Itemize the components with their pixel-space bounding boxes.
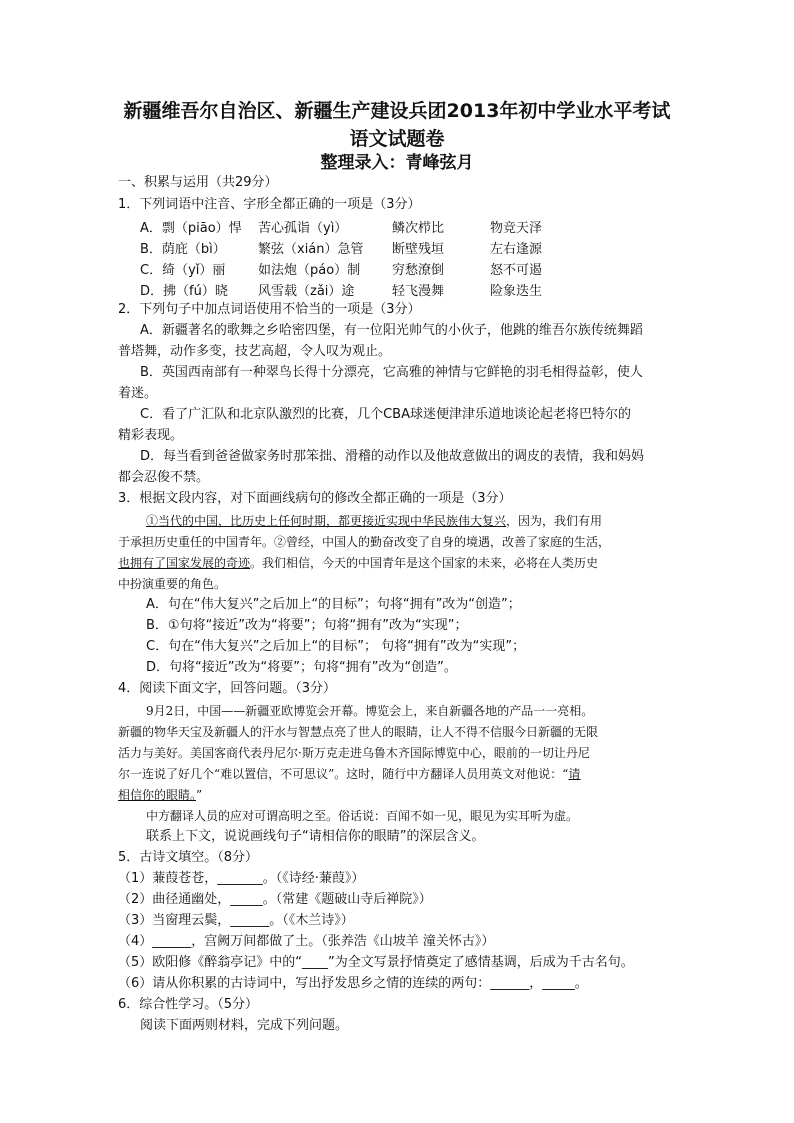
q4-passage-line-4 (118, 765, 580, 783)
q2-option-c-cont: 精彩表现。 (118, 428, 184, 443)
q1-option-a-2: 苦心孤诣（yì） (258, 221, 348, 236)
q4-passage-line-3: 活力与美好。美国客商代表丹尼尔·斯万克走进乌鲁木齐国际博览中心，眼前的一切让丹尼 (118, 746, 590, 760)
section-heading: 一、积累与运用（共29分） (118, 175, 278, 190)
q4-passage-text: 尔一连说了好几个“难以置信，不可思议”。这时，随行中方翻译人员用英文对他说：“ (118, 767, 569, 781)
q3-passage-text: ，因为，我们有用 (506, 514, 603, 528)
q3-passage-line-2: 于承担历史重任的中国青年。②曾经，中国人的勤奋改变了自身的境遇，改善了家庭的生活， (118, 535, 611, 549)
q1-option-a-1: A．剽（piāo）悍 (140, 221, 242, 236)
q3-stem: 3．根据文段内容，对下面画线病句的修改全都正确的一项是（3分） (118, 491, 512, 506)
q4-stem: 4．阅读下面文字，回答问题。（3分） (118, 681, 337, 696)
q4-passage-line-5 (118, 786, 202, 804)
q1-option-c-4: 怒不可遏 (490, 263, 543, 278)
q3-option-c: C．句在“伟大复兴”之后加上“的目标”； 句将“拥有”改为“实现”； (146, 639, 526, 654)
q1-option-d-2: 风雪载（zǎi）途 (258, 284, 355, 299)
q1-option-a-4: 物竞天泽 (490, 221, 543, 236)
q2-option-a-cont: 普塔舞，动作多变，技艺高超，令人叹为观止。 (118, 344, 392, 359)
q3-underlined-sentence-1: ①当代的中国，比历史上任何时期，都更接近实现中华民族伟大复兴 (146, 514, 507, 528)
q3-passage-line-1 (146, 512, 602, 530)
q4-underlined-sentence: 相信你的眼睛。 (118, 788, 197, 802)
q1-option-b-3: 断壁残垣 (392, 242, 445, 257)
q1-option-d-1: D．拂（fú）晓 (140, 284, 228, 299)
q1-option-c-2: 如法炮（páo）制 (258, 263, 361, 278)
q2-option-c: C．看了广汇队和北京队激烈的比赛，几个CBA球迷便津津乐道地谈论起老将巴特尔的 (140, 407, 631, 422)
q3-underlined-sentence-2: 也拥有了国家发展的奇迹 (118, 556, 251, 570)
q3-passage-line-3 (118, 554, 598, 572)
q3-option-d: D．句将“接近”改为“将要”；句将“拥有”改为“创造”。 (146, 660, 457, 675)
q3-passage-text: 。我们相信，今天的中国青年是这个国家的未来，必将在人类历史 (250, 556, 599, 570)
q2-option-d-cont: 都会忍俊不禁。 (118, 470, 210, 485)
q4-passage-line-2: 新疆的物华天宝及新疆人的汗水与智慧点亮了世人的眼睛，让人不得不信服今日新疆的无限 (118, 725, 599, 739)
q1-option-b-2: 繁弦（xián）急管 (258, 242, 364, 257)
q2-option-d: D．每当看到爸爸做家务时那笨拙、滑稽的动作以及他故意做出的调皮的表情，我和妈妈 (140, 449, 645, 464)
q5-stem: 5．古诗文填空。（8分） (118, 850, 259, 865)
q3-option-a: A．句在“伟大复兴”之后加上“的目标”；句将“拥有”改为“创造”； (146, 597, 521, 612)
q2-stem: 2．下列句子中加点词语使用不恰当的一项是（3分） (118, 302, 421, 317)
q1-option-a-3: 鳞次栉比 (392, 221, 445, 236)
q3-option-b: B．①句将“接近”改为“将要”；句将“拥有”改为“实现”； (146, 618, 468, 633)
q5-item-6: （6）请从你积累的古诗词中，写出抒发思乡之情的连续的两句：______，_____。 (118, 976, 588, 991)
compiler-credit: 整理录入：青峰弦月 (320, 153, 474, 173)
q4-underlined-start: 请 (568, 767, 581, 781)
q1-option-c-3: 穷愁潦倒 (392, 263, 445, 278)
q1-option-d-3: 轻飞漫舞 (392, 284, 445, 299)
q4-question: 联系上下文，说说画线句子“请相信你的眼睛”的深层含义。 (146, 829, 485, 844)
q2-option-a: A．新疆著名的歌舞之乡哈密四堡，有一位阳光帅气的小伙子，他跳的维吾尔族传统舞蹈 (140, 323, 643, 338)
q6-stem: 6．综合性学习。（5分） (118, 997, 259, 1012)
q5-item-2: （2）曲径通幽处，_____。（常建《题破山寺后禅院》） (118, 892, 432, 907)
q4-passage-line-1: 9月2日，中国——新疆亚欧博览会开幕。博览会上，来自新疆各地的产品一一亮相。 (146, 704, 594, 718)
q5-item-3: （3）当窗理云鬓，______。（《木兰诗》） (118, 913, 354, 928)
q3-passage-line-4: 中扮演重要的角色。 (118, 577, 227, 591)
q4-quote-close: ” (196, 788, 203, 802)
q5-item-4: （4）______，宫阙万间都做了土。（张养浩《山坡羊 潼关怀古》） (118, 934, 495, 949)
q1-option-d-4: 险象迭生 (490, 284, 543, 299)
q5-item-5: （5）欧阳修《醉翁亭记》中的“____”为全文写景抒情奠定了感情基调，后成为千古名句。 (118, 955, 634, 970)
q5-item-1: （1）蒹葭苍苍，_______。（《诗经·蒹葭》） (118, 871, 365, 886)
q6-intro: 阅读下面两则材料，完成下列问题。 (140, 1018, 349, 1033)
q2-option-b: B．英国西南部有一种翠鸟长得十分漂亮，它高雅的神情与它鲜艳的羽毛相得益彰，使人 (140, 365, 643, 380)
q1-stem: 1．下列词语中注音、字形全都正确的一项是（3分） (118, 197, 421, 212)
q2-option-b-cont: 着迷。 (118, 386, 158, 401)
exam-title: 新疆维吾尔自治区、新疆生产建设兵团2013年初中学业水平考试 (123, 100, 671, 122)
q4-passage-line-6: 中方翻译人员的应对可谓高明之至。俗话说：百闻不如一见，眼见为实耳听为虚。 (146, 809, 579, 823)
exam-subtitle: 语文试题卷 (349, 128, 445, 150)
q1-option-b-4: 左右逢源 (490, 242, 543, 257)
q1-option-c-1: C．绮（yǐ）丽 (140, 263, 226, 278)
q1-option-b-1: B．荫庇（bì） (140, 242, 226, 257)
